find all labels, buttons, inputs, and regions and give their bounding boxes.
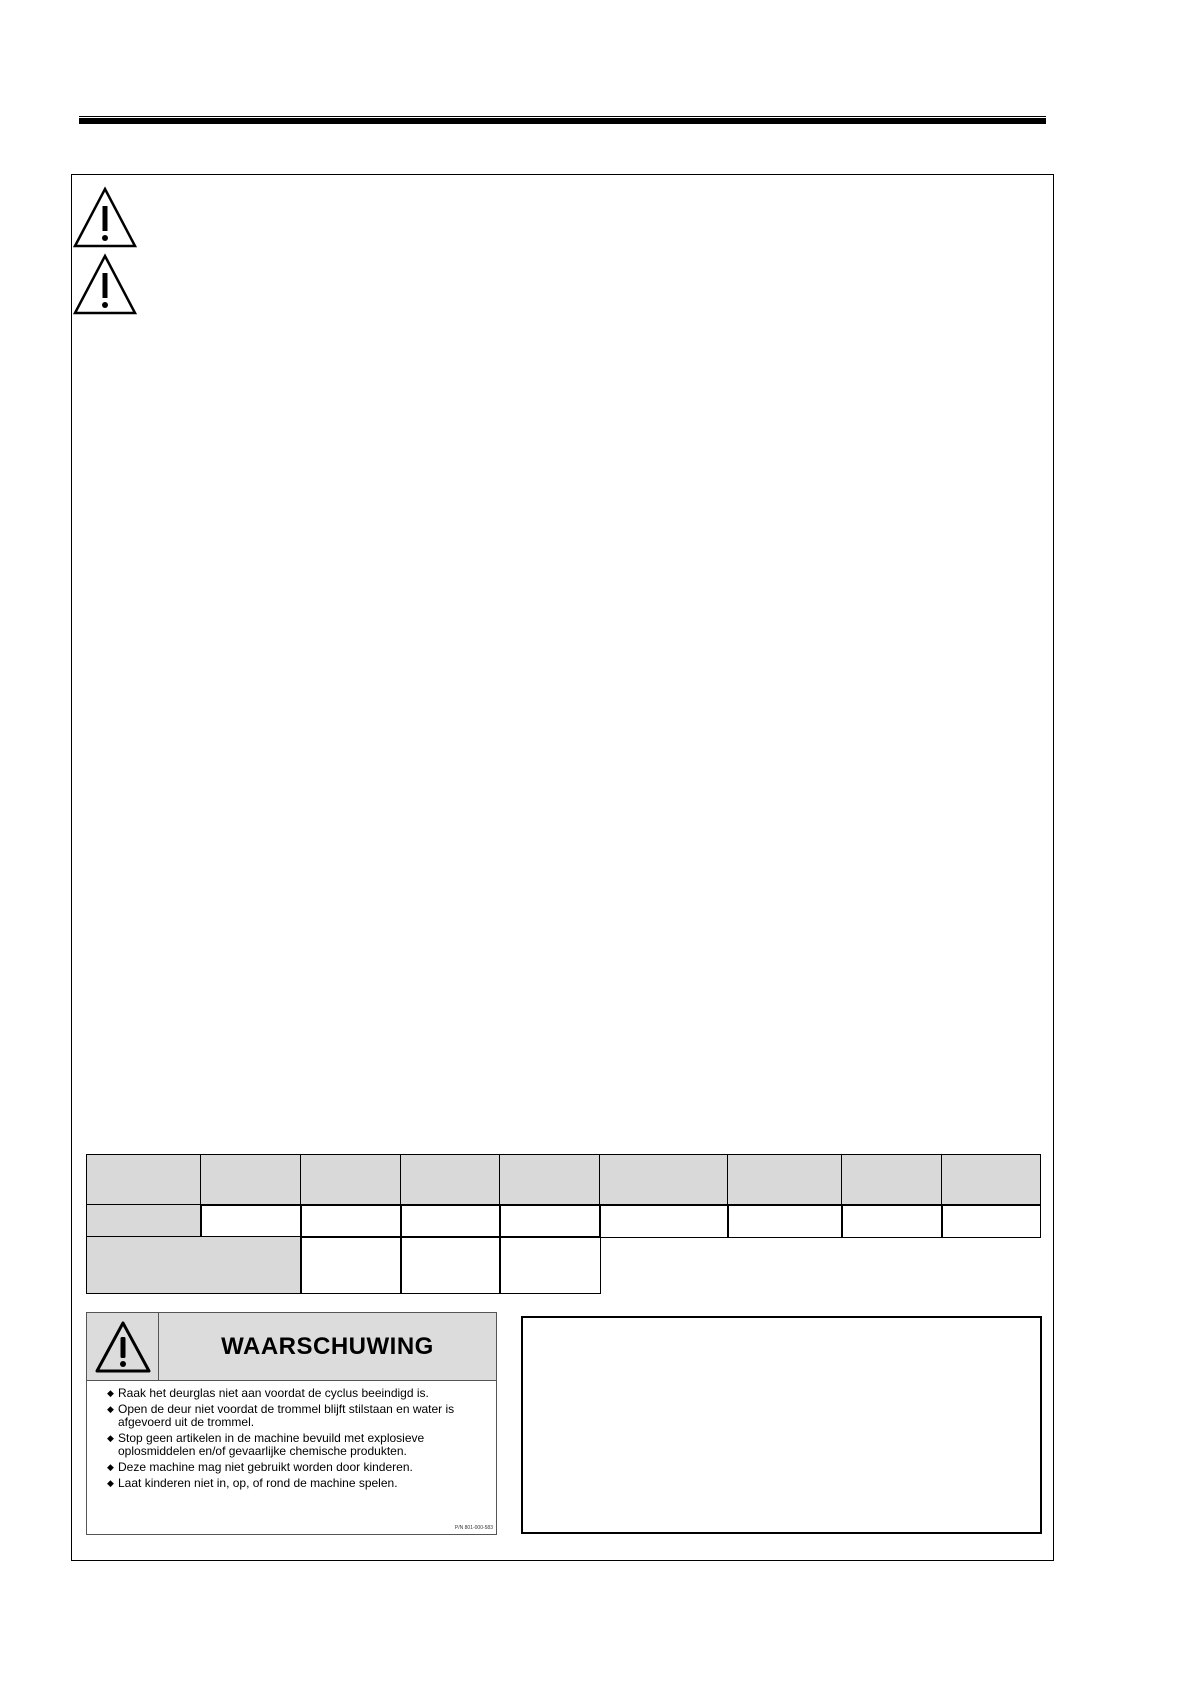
table-cell bbox=[841, 1204, 943, 1238]
table-cell bbox=[941, 1204, 1041, 1238]
warning-triangle-icon bbox=[72, 253, 138, 316]
table-cell bbox=[499, 1204, 601, 1238]
warning-label-code: P/N 801-000-583 bbox=[454, 1525, 493, 1531]
warning-label-header bbox=[87, 1313, 496, 1381]
list-item: ◆ Open de deur niet voordat de trommel blijft stilstaan en water is afgevoerd uit de trommel. bbox=[107, 1402, 455, 1429]
table-row-label-cell bbox=[86, 1204, 202, 1238]
table-cell bbox=[300, 1236, 402, 1294]
warning-label-title: WAARSCHUWING bbox=[221, 1333, 434, 1360]
bullet-diamond-icon: ◆ bbox=[107, 1404, 114, 1414]
table-header-cell bbox=[727, 1154, 843, 1206]
table-header-cell bbox=[599, 1154, 729, 1206]
table-header-cell bbox=[200, 1154, 302, 1206]
table-header-cell bbox=[86, 1154, 202, 1206]
table-cell bbox=[200, 1204, 302, 1238]
table-header-cell bbox=[941, 1154, 1041, 1206]
table-cell bbox=[599, 1204, 729, 1238]
list-item: ◆ Raak het deurglas niet aan voordat de cyclus beeindigd is. bbox=[107, 1386, 429, 1400]
table-cell bbox=[400, 1204, 501, 1238]
table-header-cell bbox=[841, 1154, 943, 1206]
list-item: ◆ Deze machine mag niet gebruikt worden door kinderen. bbox=[107, 1460, 413, 1474]
warning-triangle-icon bbox=[94, 1320, 152, 1374]
table-cell bbox=[300, 1204, 402, 1238]
table-header-cell bbox=[300, 1154, 402, 1206]
warning-label-list bbox=[107, 1387, 492, 1493]
list-item: ◆ Stop geen artikelen in de machine bevuild met explosieve oplosmiddelen en/of gevaarlijke chemische produkten. bbox=[107, 1431, 425, 1458]
bullet-diamond-icon: ◆ bbox=[107, 1462, 114, 1472]
table-cell bbox=[400, 1236, 501, 1294]
header-rule-thin bbox=[79, 116, 1046, 117]
warning-label bbox=[86, 1312, 497, 1535]
table-row-label-cell bbox=[86, 1236, 302, 1294]
bullet-diamond-icon: ◆ bbox=[107, 1478, 114, 1488]
warning-label-icon-box bbox=[87, 1313, 159, 1380]
list-item: ◆ Laat kinderen niet in, op, of rond de machine spelen. bbox=[107, 1476, 398, 1490]
table-cell bbox=[727, 1204, 843, 1238]
table-cell bbox=[499, 1236, 601, 1294]
bullet-diamond-icon: ◆ bbox=[107, 1388, 114, 1398]
bullet-diamond-icon: ◆ bbox=[107, 1433, 114, 1443]
table-header-cell bbox=[400, 1154, 501, 1206]
table-header-cell bbox=[499, 1154, 601, 1206]
empty-label-box bbox=[521, 1316, 1042, 1534]
warning-triangle-icon bbox=[72, 186, 138, 249]
header-rule-thick bbox=[79, 118, 1046, 124]
